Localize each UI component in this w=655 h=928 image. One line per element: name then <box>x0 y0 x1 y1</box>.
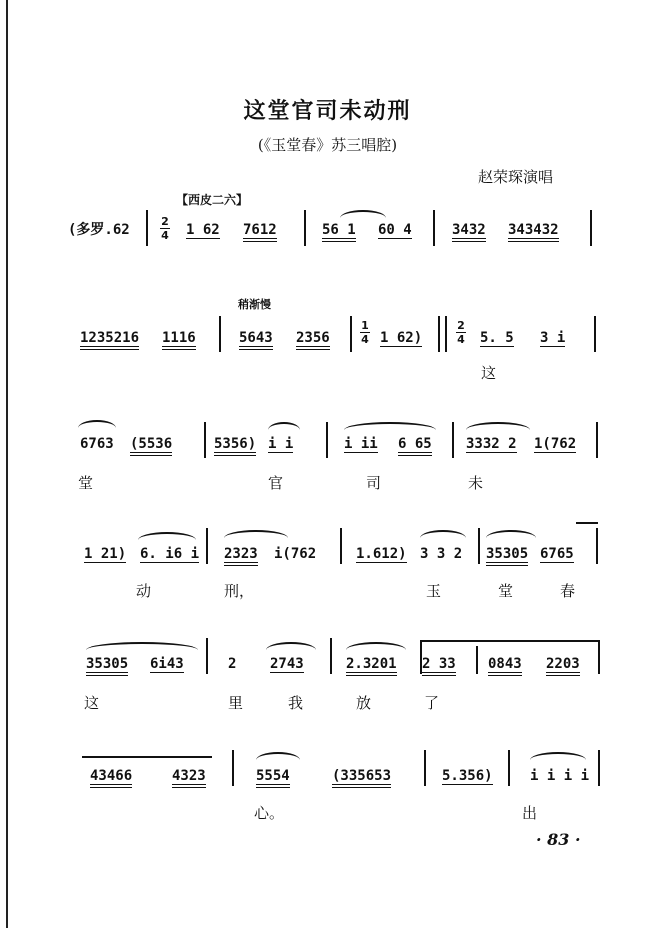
note-group: 6i43 <box>150 656 184 672</box>
note-group: 35305 <box>86 656 128 676</box>
note-group: 3 3 2 <box>420 546 463 562</box>
lyric: 春 <box>560 582 576 600</box>
note-group: 2356 <box>296 330 330 350</box>
lyric: 出 <box>522 804 538 822</box>
barline <box>330 638 332 674</box>
barline <box>206 528 208 564</box>
barline <box>596 422 598 458</box>
note-group: i(762 <box>274 546 317 562</box>
note-group: 60 4 <box>378 222 412 238</box>
note-group: 2.3201 <box>346 656 397 676</box>
note-group: 343432 <box>508 222 559 242</box>
barline <box>326 422 328 458</box>
slur <box>86 642 198 650</box>
note-group: 1(762 <box>534 436 577 452</box>
note-group: 6765 <box>540 546 574 562</box>
barline <box>350 316 352 352</box>
lyric: 堂 <box>498 582 514 600</box>
subtitle: (《玉堂春》苏三唱腔) <box>257 136 398 154</box>
slur <box>268 422 300 430</box>
note-group: i ii <box>344 436 378 452</box>
note-group: 43466 <box>90 768 132 788</box>
lyric: 心。 <box>254 804 285 822</box>
note-group: 3332 2 <box>466 436 517 452</box>
page-title: 这堂官司未动刑 <box>243 98 412 124</box>
tie-line <box>82 756 212 758</box>
note-group: 1 62 <box>186 222 220 238</box>
tie-line <box>420 640 600 642</box>
score-line-5 <box>0 636 655 756</box>
lyric: 这 <box>481 364 497 382</box>
slur <box>138 532 196 540</box>
tempo-marking: 稍渐慢 <box>238 298 271 311</box>
note-group: 6. i6 i <box>140 546 200 562</box>
section-marker: 【西皮二六】 <box>176 193 249 207</box>
barline <box>596 528 598 564</box>
double-barline <box>438 316 447 352</box>
score-line-6 <box>0 748 655 868</box>
note-group: (335653 <box>332 768 391 788</box>
lyric: 这 <box>84 694 100 712</box>
slur <box>420 530 466 538</box>
lyric: 刑， <box>224 582 255 600</box>
note-group: 0843 <box>488 656 522 676</box>
barline <box>204 422 206 458</box>
score-line-4 <box>0 524 655 644</box>
note-group: i i <box>268 436 294 452</box>
note-group: 2743 <box>270 656 304 672</box>
barline <box>476 646 478 674</box>
note-group: 4323 <box>172 768 206 788</box>
barline <box>340 528 342 564</box>
lyric: 玉 <box>426 582 442 600</box>
slur <box>224 530 288 538</box>
barline <box>594 316 596 352</box>
note-group: 5554 <box>256 768 290 788</box>
barline <box>590 210 592 246</box>
score-line-1 <box>0 210 655 330</box>
note-group: 56 1 <box>322 222 356 242</box>
score-line-3 <box>0 420 655 540</box>
note-group: 6 65 <box>398 436 432 456</box>
barline <box>232 750 234 786</box>
note-group: i i i i <box>530 768 590 784</box>
barline <box>508 750 510 786</box>
lyric: 里 <box>228 694 244 712</box>
lyric: 堂 <box>78 474 94 492</box>
lyric: 动 <box>136 582 152 600</box>
barline <box>478 528 480 564</box>
lyric: 放 <box>356 694 372 712</box>
note-group: 6763 <box>80 436 114 452</box>
note-group: 7612 <box>243 222 277 242</box>
time-signature: 1 4 <box>361 319 369 346</box>
slur <box>466 422 530 430</box>
note-group: 1 21) <box>84 546 127 562</box>
note-group: 5356) <box>214 436 256 456</box>
time-signature: 2 4 <box>457 319 465 346</box>
slur <box>256 752 300 760</box>
note-group: (5536 <box>130 436 172 456</box>
note-group: 2203 <box>546 656 580 676</box>
barline <box>219 316 221 352</box>
note-group: 3 i <box>540 330 566 346</box>
lyric: 我 <box>288 694 304 712</box>
note-group: 2 <box>228 656 237 672</box>
lyric: 未 <box>468 474 484 492</box>
note-group: 5. 5 <box>480 330 514 346</box>
lyric: 司 <box>366 474 382 492</box>
note-group: 3432 <box>452 222 486 242</box>
note-group: 5.356) <box>442 768 493 784</box>
slur <box>346 642 406 650</box>
note-group: 1 62) <box>380 330 423 346</box>
slur <box>78 420 116 428</box>
tie-line <box>576 522 598 524</box>
note-group: 5643 <box>239 330 273 350</box>
note-group: 2 33 <box>422 656 456 676</box>
barline <box>146 210 148 246</box>
slur <box>340 210 386 218</box>
barline <box>424 750 426 786</box>
slur <box>530 752 586 760</box>
note-group: 35305 <box>486 546 528 566</box>
barline <box>206 638 208 674</box>
score-line-2 <box>0 316 655 436</box>
page-number: · 83 · <box>536 830 581 849</box>
note-group: (多罗.62 <box>68 222 130 238</box>
slur <box>266 642 316 650</box>
barline <box>598 640 600 674</box>
barline <box>452 422 454 458</box>
note-group: 1.612) <box>356 546 407 562</box>
singer-credit: 赵荣琛演唱 <box>478 168 554 186</box>
note-group: 1235216 <box>80 330 139 350</box>
barline <box>598 750 600 786</box>
slur <box>344 422 436 430</box>
note-group: 2323 <box>224 546 258 566</box>
time-signature: 2 4 <box>161 215 169 242</box>
lyric: 了 <box>424 694 440 712</box>
barline <box>433 210 435 246</box>
lyric: 官 <box>268 474 284 492</box>
slur <box>486 530 536 538</box>
barline <box>304 210 306 246</box>
note-group: 1116 <box>162 330 196 350</box>
